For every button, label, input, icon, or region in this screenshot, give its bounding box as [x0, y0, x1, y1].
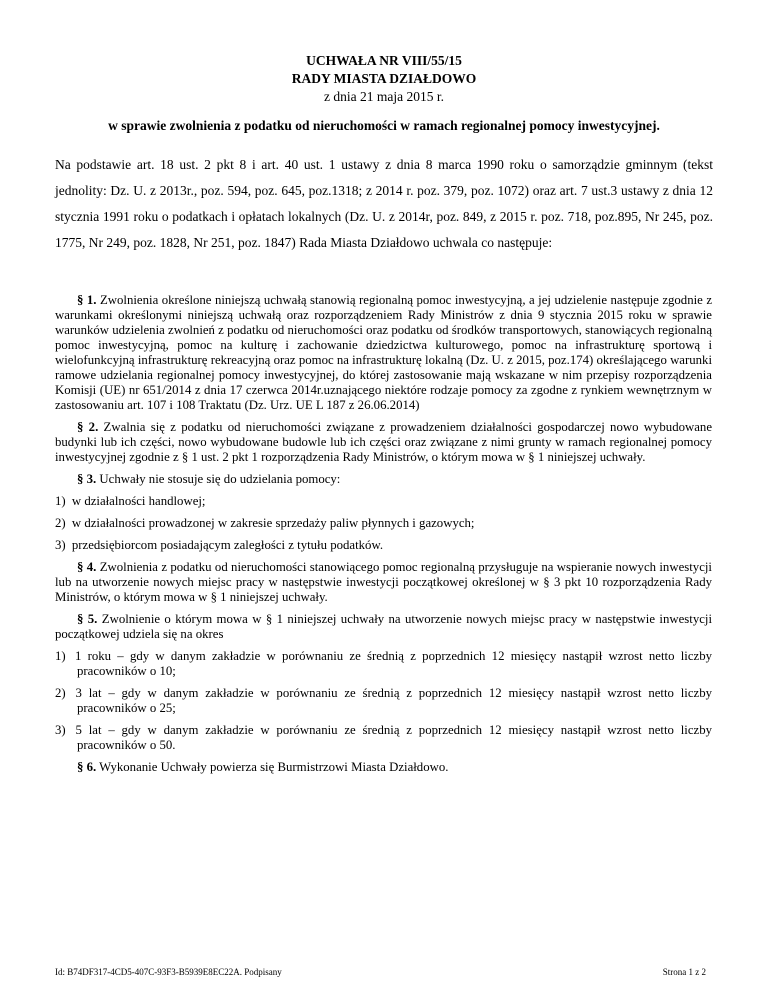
- document-id: Id: B74DF317-4CD5-407C-93F3-B5939E8EC22A. Podpisany: [55, 967, 282, 977]
- section-1: [55, 293, 712, 413]
- item-number: 1): [55, 494, 66, 508]
- item-number: 2): [55, 516, 66, 530]
- list-item: [55, 494, 712, 509]
- section-label: § 1.: [77, 293, 97, 307]
- item-text: przedsiębiorcom posiadającym zaległości z tytułu podatków.: [71, 538, 384, 552]
- section-3: [55, 472, 712, 487]
- section-2: [55, 420, 712, 465]
- section-label: § 4.: [77, 560, 97, 574]
- section-4: [55, 560, 712, 605]
- item-number: 3): [55, 538, 66, 552]
- page-number: Strona 1 z 2: [662, 967, 706, 977]
- item-text: 1 roku – gdy w danym zakładzie w porównaniu ze średnią z poprzednich 12 miesięcy nastąpił wzrost netto liczby pracowników o 10;: [74, 649, 713, 678]
- section-5: [55, 612, 712, 642]
- item-number: 3): [55, 723, 66, 737]
- resolution-body: [55, 293, 712, 782]
- list-item: [55, 723, 712, 753]
- section-text: Uchwały nie stosuje się do udzielania pomocy:: [96, 472, 341, 486]
- council-name: RADY MIASTA DZIAŁDOWO: [291, 71, 477, 86]
- item-number: 1): [55, 649, 66, 663]
- item-text: 3 lat – gdy w danym zakładzie w porównaniu ze średnią z poprzednich 12 miesięcy nastąpił wzrost netto liczby pracowników o 25;: [75, 686, 712, 715]
- section-6: [55, 760, 712, 775]
- resolution-date: z dnia 21 maja 2015 r.: [324, 89, 444, 104]
- section-text: Zwalnia się z podatku od nieruchomości związane z prowadzeniem działalności gospodarczej nowo wybudowane budynki lub ich części, nowo wybudowane budowle lub ich części oraz związane z nimi grunty w ramach regionalnej pomocy inwestycyjnej zgodnie z § 1 ust. 2 pkt 1 rozporządzenia Rady Ministrów, o którym mowa w § 1 niniejszej uchwały.: [55, 420, 712, 464]
- section-text: Zwolnienie o którym mowa w § 1 niniejszej uchwały na utworzenie nowych miejsc pracy w następstwie inwestycji początkowej udziela się na okres: [55, 612, 713, 641]
- item-text: 5 lat – gdy w danym zakładzie w porównaniu ze średnią z poprzednich 12 miesięcy nastąpił wzrost netto liczby pracowników o 50.: [75, 723, 712, 752]
- item-text: w działalności handlowej;: [71, 494, 206, 508]
- section-label: § 3.: [77, 472, 97, 486]
- section-text: Zwolnienia określone niniejszą uchwałą stanowią regionalną pomoc inwestycyjną, a jej udzielenie następuje zgodnie z warunkami określonymi niniejszą uchwałą oraz rozporządzeniem Rady Ministrów z dnia 9 stycznia 2015 roku w sprawie warunków udzielenia zwolnień z podatku od nieruchomości oraz podatku od środków transportowych, stanowiących regionalną pomoc inwestycyjną, pomoc na kulturę i zachowanie dziedzictwa kulturowego, pomoc na infrastrukturę sportową i wielofunkcyjną infrastrukturę rekreacyjną oraz pomoc na infrastrukturę lokalną (Dz. U. z 2015, poz.174) określającego warunki ramowe udzielania regionalnej pomocy inwestycyjnej, do której zastosowanie mają wskazane w nim przepisy rozporządzenia Komisji (UE) nr 651/2014 z dnia 17 czerwca 2014r.uznającego niektóre rodzaje pomocy za zgodne z rynkiem wewnętrznym w zastosowaniu art. 107 i 108 Traktatu (Dz. Urz. UE L 187 z 26.06.2014): [55, 293, 712, 412]
- section-text: Wykonanie Uchwały powierza się Burmistrzowi Miasta Działdowo.: [96, 760, 449, 774]
- section-label: § 2.: [77, 420, 99, 434]
- resolution-subject: w sprawie zwolnienia z podatku od nieruchomości w ramach regionalnej pomocy inwestycyjnej.: [108, 118, 660, 133]
- list-item: [55, 686, 712, 716]
- item-number: 2): [55, 686, 66, 700]
- list-item: [55, 516, 712, 531]
- resolution-header: [0, 52, 768, 106]
- item-text: w działalności prowadzonej w zakresie sprzedaży paliw płynnych i gazowych;: [71, 516, 475, 530]
- preamble: Na podstawie art. 18 ust. 2 pkt 8 i art. 40 ust. 1 ustawy z dnia 8 marca 1990 roku o samorządzie gminnym (tekst jednolity: Dz. U. z 2013r., poz. 594, poz. 645, poz.1318; z 2014 r. poz. 379, poz. 1072) oraz art. 7 ust.3 ustawy z dnia 12 stycznia 1991 roku o podatkach i opłatach lokalnych (Dz. U. z 2014r, poz. 849, z 2015 r. poz. 718, poz.895, Nr 245, poz. 1775, Nr 249, poz. 1828, Nr 251, poz. 1847) Rada Miasta Działdowo uchwala co następuje:: [55, 157, 713, 250]
- resolution-number: UCHWAŁA NR VIII/55/15: [306, 53, 462, 68]
- section-text: Zwolnienia z podatku od nieruchomości stanowiącego pomoc regionalną przysługuje na wspieranie nowych inwestycji lub na utworzenie nowych miejsc pracy w następstwie inwestycji początkowej określonej w § 3 pkt 10 rozporządzenia Rady Ministrów, o którym mowa w § 1 niniejszej uchwały.: [55, 560, 712, 604]
- section-label: § 5.: [77, 612, 98, 626]
- section-label: § 6.: [77, 760, 97, 774]
- list-item: [55, 649, 712, 679]
- list-item: [55, 538, 712, 553]
